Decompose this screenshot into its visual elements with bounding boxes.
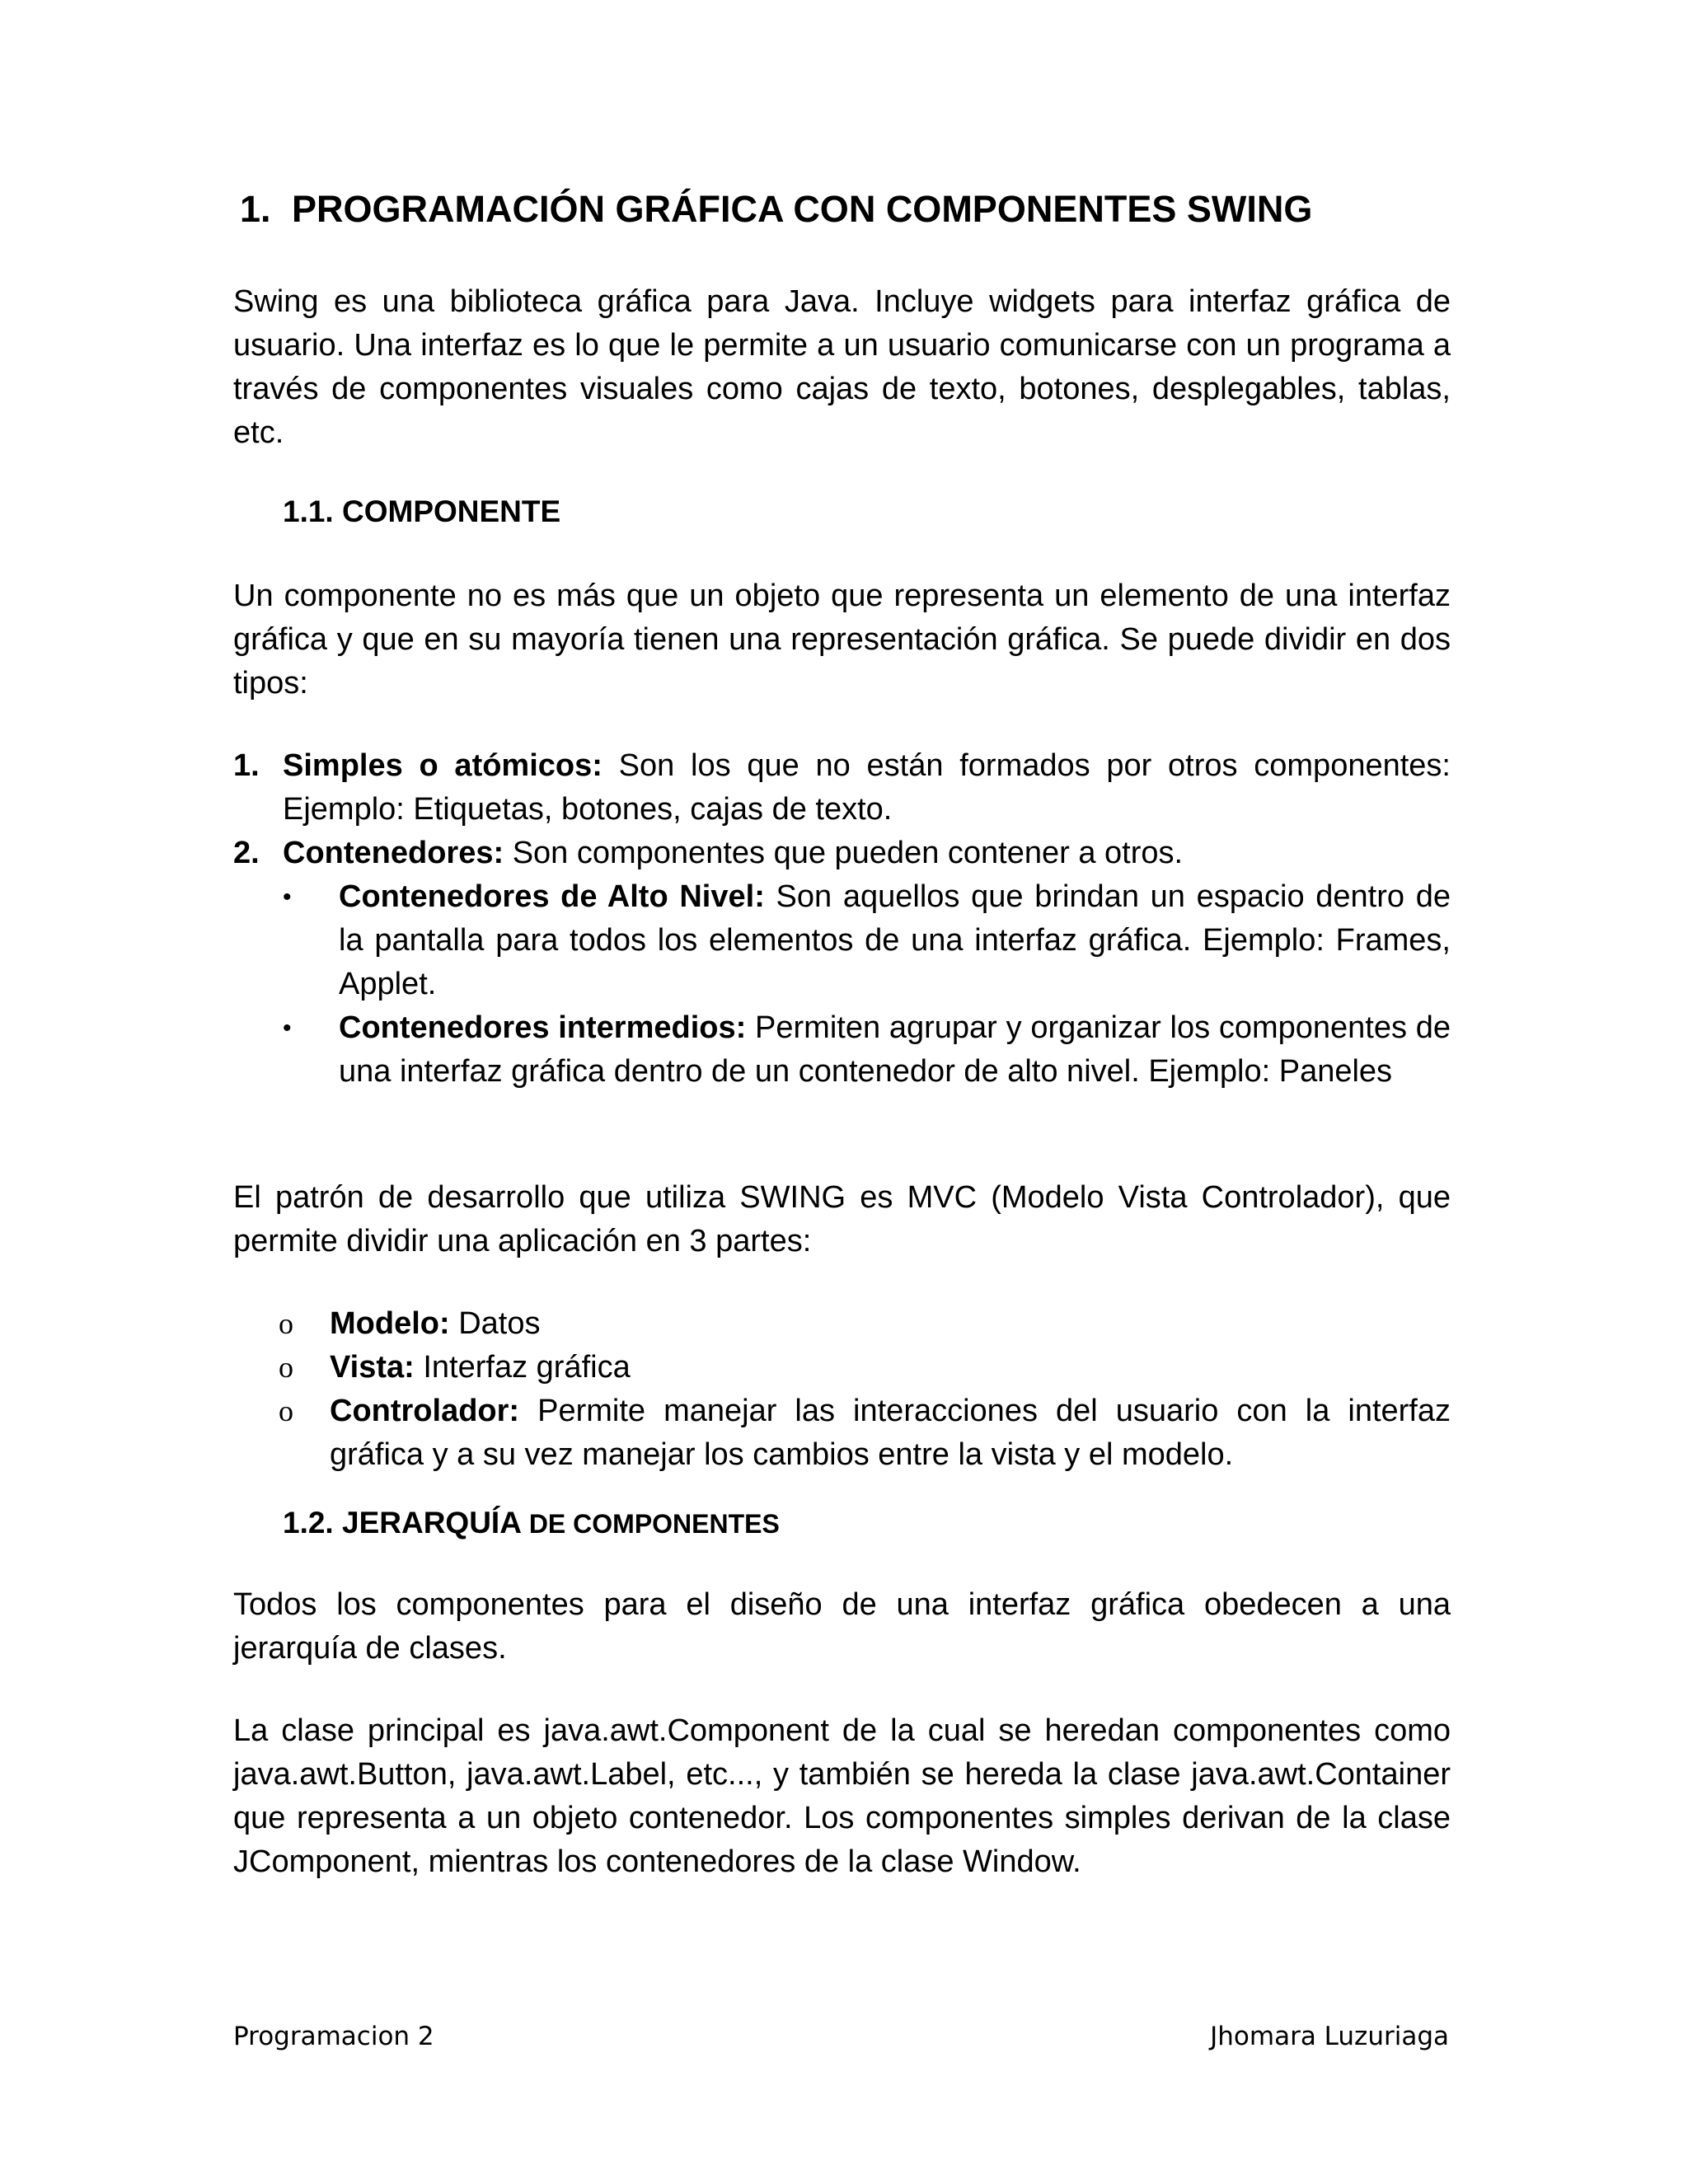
mvc-item-view — [279, 1346, 1451, 1390]
bullet-term: Contenedores intermedios: — [339, 1010, 747, 1045]
bullet-term: Contenedores de Alto Nivel: — [339, 879, 765, 914]
component-paragraph: Un componente no es más que un objeto que representa un elemento de una interfaz gráfica y que en su mayoría tienen una representación gráfica. Se puede dividir en dos tipos: — [233, 579, 1451, 701]
list-item-containers — [233, 832, 1451, 875]
mvc-term: Modelo: — [330, 1306, 450, 1341]
list-term: Contenedores: — [283, 836, 504, 870]
bullet-item-intermediate — [283, 1006, 1451, 1094]
main-heading-title: PROGRAMACIÓN GRÁFICA CON COMPONENTES SWING — [292, 188, 1313, 230]
hierarchy-paragraph-1: Todos los componentes para el diseño de una interfaz gráfica obedecen a una jerarquía de clases. — [233, 1587, 1451, 1666]
circle-bullet-icon: o — [279, 1394, 293, 1427]
mvc-item-controller — [279, 1390, 1451, 1477]
section-1-1-number: 1.1. — [283, 494, 334, 528]
circle-bullet-icon: o — [279, 1351, 293, 1384]
list-text: Son los que no están formados por otros componentes: Ejemplo: Etiquetas, botones, cajas de texto. — [283, 748, 1451, 827]
mvc-term: Controlador: — [330, 1394, 520, 1428]
list-item-simple — [233, 744, 1451, 832]
bullet-icon: • — [283, 883, 292, 911]
footer-author: Jhomara Luzuriaga — [1210, 2022, 1449, 2051]
mvc-term: Vista: — [330, 1350, 415, 1385]
bullet-item-high-level — [283, 875, 1451, 1006]
circle-bullet-icon: o — [279, 1307, 293, 1340]
main-heading — [240, 188, 1312, 231]
mvc-paragraph: El patrón de desarrollo que utiliza SWING es MVC (Modelo Vista Controlador), que permite dividir una aplicación en 3 partes: — [233, 1180, 1451, 1258]
section-1-1-title: COMPONENTE — [342, 494, 561, 528]
section-1-2-number: 1.2. — [283, 1506, 334, 1540]
mvc-text: Permite manejar las interacciones del usuario con la interfaz gráfica y a su vez manejar los cambios entre la vista y el modelo. — [330, 1394, 1451, 1472]
hierarchy-paragraph-2: La clase principal es java.awt.Component de la cual se heredan componentes como java.awt.Button, java.awt.Label, etc..., y también se hereda la clase java.awt.Container que representa a un objeto contenedor. Los componentes simples derivan de la clase JComponent, mientras los contenedores de la clase Window. — [233, 1713, 1451, 1879]
intro-paragraph: Swing es una biblioteca gráfica para Java. Incluye widgets para interfaz gráfica de usuario. Una interfaz es lo que le permite a un usuario comunicarse con un programa a través de componentes visuales como cajas de texto, botones, desplegables, tablas, etc. — [233, 284, 1451, 450]
main-heading-number: 1. — [240, 188, 271, 230]
list-marker: 1. — [233, 748, 260, 783]
section-1-2-title-main: JERARQUÍA — [342, 1506, 522, 1540]
section-1-1-heading — [283, 494, 560, 529]
bullet-icon: • — [283, 1015, 292, 1042]
bullet-text: Son aquellos que brindan un espacio dentro de la pantalla para todos los elementos de una interfaz gráfica. Ejemplo: Frames, Applet. — [339, 879, 1451, 1001]
list-marker: 2. — [233, 836, 260, 870]
mvc-text: Interfaz gráfica — [414, 1350, 631, 1385]
section-1-2-title-rest: DE COMPONENTES — [521, 1509, 780, 1539]
section-1-2-heading — [283, 1506, 780, 1540]
mvc-text: Datos — [449, 1306, 541, 1341]
list-text: Son componentes que pueden contener a otros. — [504, 836, 1184, 870]
footer-course: Programacion 2 — [233, 2022, 434, 2051]
bullet-text: Permiten agrupar y organizar los componentes de una interfaz gráfica dentro de un contenedor de alto nivel. Ejemplo: Paneles — [339, 1010, 1451, 1089]
mvc-item-model — [279, 1302, 1451, 1346]
list-term: Simples o atómicos: — [283, 748, 603, 783]
